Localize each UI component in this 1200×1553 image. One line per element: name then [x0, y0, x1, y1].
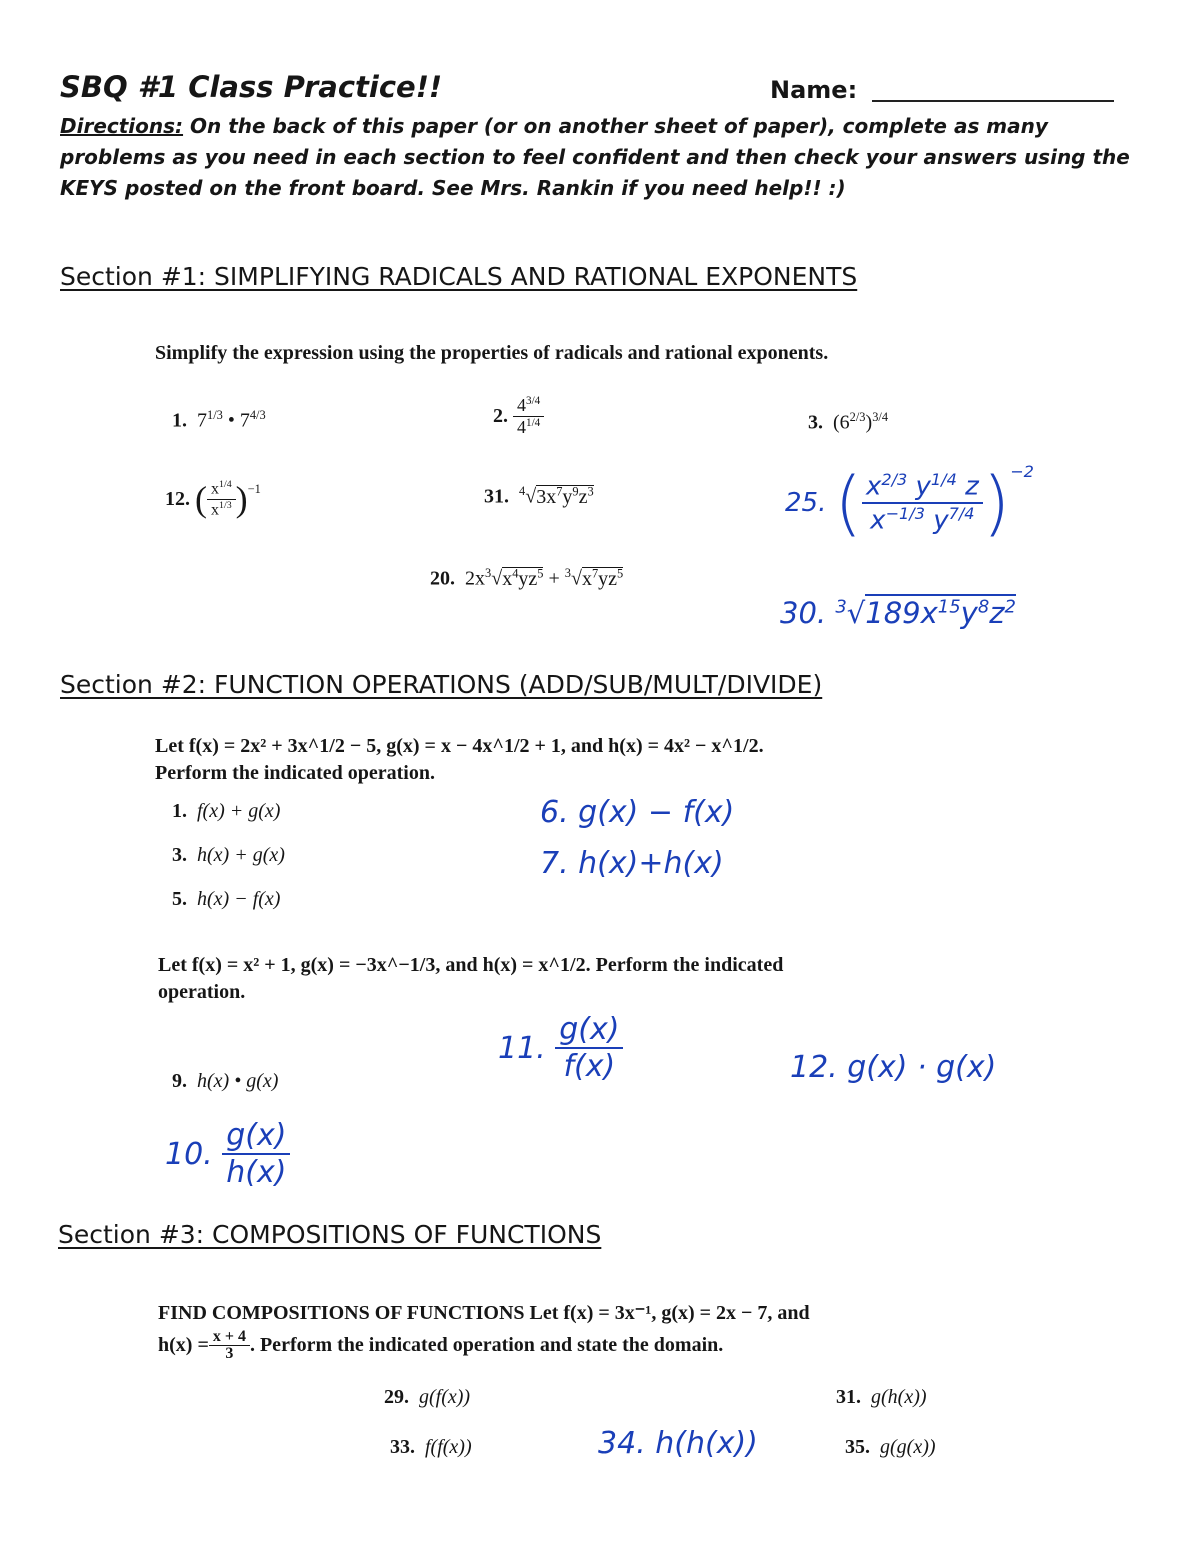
s2-problem-1: 1. f(x) + g(x)	[172, 800, 281, 822]
hw-problem-30: 30. $^3√189x^{15}y^8z^2$	[780, 596, 1016, 630]
s3-problem-31: 31. g(h(x))	[836, 1386, 927, 1408]
directions-text: On the back of this paper (or on another sheet of paper), complete as many problems as you need in each section to feel confident and then check your answers using the KEYS posted on the front board. See Mrs. Rankin if you need help!! :)	[60, 114, 1130, 200]
s1-problem-31: 31. $^4√3x^7y^9z^3$	[484, 484, 594, 508]
section2-instructions-2: Let f(x) = x² + 1, g(x) = −3x^−1/3, and h(x) = x^1/2. Perform the indicated operation.	[158, 954, 784, 1003]
hw-problem-34: 34. h(h(x))	[598, 1426, 758, 1461]
directions-label: Directions:	[60, 114, 184, 138]
section3-instructions: FIND COMPOSITIONS OF FUNCTIONS Let f(x) = 3x⁻¹, g(x) = 2x − 7, and h(x) = $\frac{x + 4}{3}$ . Perform the indicated operation and state the domain.	[158, 1302, 810, 1362]
s1-problem-12: 12. ( $\frac{x^{1/4}}{x^{1/3}}$ ) $^{-1}$	[165, 479, 261, 519]
hw-problem-7: 7. h(x)+h(x)	[540, 846, 724, 881]
name-line[interactable]	[872, 100, 1114, 102]
s3-problem-33: 33. f(f(x))	[390, 1436, 472, 1458]
s2-problem-5: 5. h(x) − f(x)	[172, 888, 281, 910]
section1-heading: Section #1: SIMPLIFYING RADICALS AND RATIONAL EXPONENTS	[60, 262, 858, 291]
hw-problem-10: 10. $\frac{g(x)}{h(x)}$	[165, 1118, 290, 1190]
s2-problem-3: 3. h(x) + g(x)	[172, 844, 285, 866]
section3-heading: Section #3: COMPOSITIONS OF FUNCTIONS	[58, 1220, 602, 1249]
page-title: SBQ #1 Class Practice!!	[60, 70, 443, 104]
s1-problem-20: 20. $2x^3√x^4yz^5 + ^3√x^7yz^5$	[430, 566, 624, 590]
s2-problem-9: 9. h(x) • g(x)	[172, 1070, 279, 1092]
section1-instructions: Simplify the expression using the properties of radicals and rational exponents.	[155, 342, 829, 364]
hw-problem-25: 25. ( $\frac{x^{2/3} y^{1/4} z}{x^{-1/3} y^{7/4}}$ ) $^{-2}$	[785, 462, 1034, 544]
s1-problem-2: 2. $\frac{4^{3/4}}{4^{1/4}}$	[493, 395, 544, 438]
section2-heading: Section #2: FUNCTION OPERATIONS (ADD/SUB/MULT/DIVIDE)	[60, 670, 823, 699]
s3-problem-35: 35. g(g(x))	[845, 1436, 936, 1458]
section2-instructions: Let f(x) = 2x² + 3x^1/2 − 5, g(x) = x − 4x^1/2 + 1, and h(x) = 4x² − x^1/2. Perform the indicated operation.	[155, 735, 764, 784]
name-label: Name:	[770, 76, 858, 104]
hw-problem-12: 12. g(x) · g(x)	[790, 1050, 997, 1085]
s1-problem-3: 3. $(6^{2/3})^{3/4}$	[808, 410, 889, 434]
s3-problem-29: 29. g(f(x))	[384, 1386, 471, 1408]
directions	[60, 111, 1140, 204]
hw-problem-6: 6. g(x) − f(x)	[540, 795, 735, 830]
s1-problem-1: 1. $7^{1/3}$ • $7^{4/3}$	[172, 408, 266, 432]
hw-problem-11: 11. $\frac{g(x)}{f(x)}$	[498, 1012, 623, 1084]
